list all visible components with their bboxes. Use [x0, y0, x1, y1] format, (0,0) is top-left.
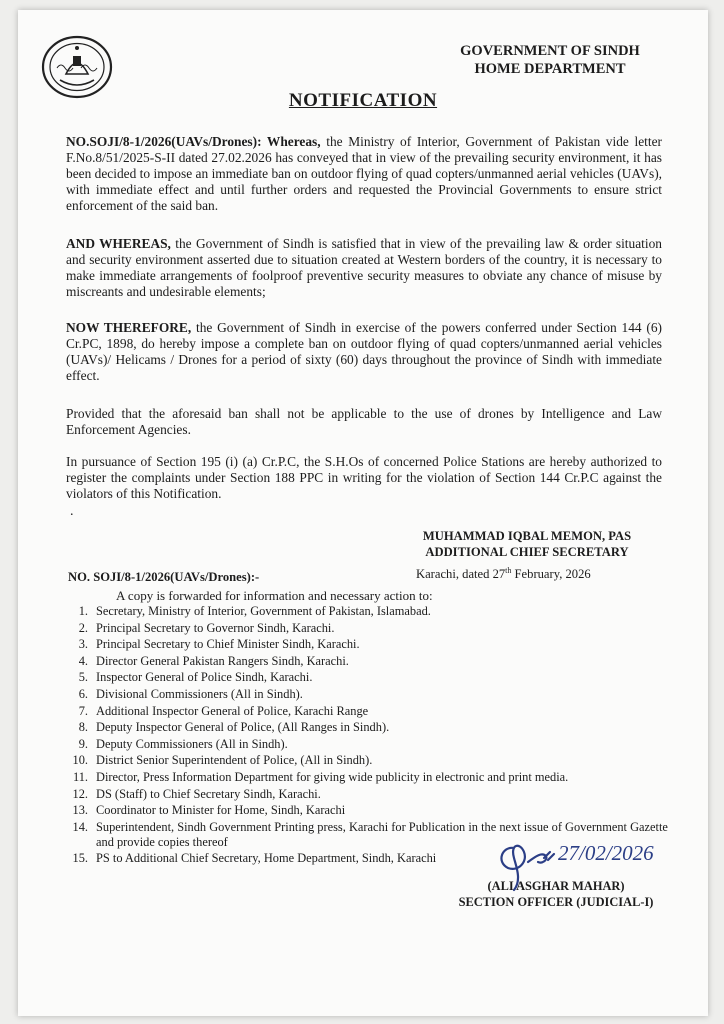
paragraph-pursuance: In pursuance of Section 195 (i) (a) Cr.P.C, the S.H.Os of concerned Police Stations are hereby authorized to register the complaints under Section 188 PPC in writing for the violation of Section 144 Cr.P.C against the violators of this Notification. — [66, 454, 662, 501]
list-item — [60, 753, 680, 768]
issuing-authority — [410, 42, 690, 78]
list-item-text: DS (Staff) to Chief Secretary Sindh, Karachi. — [96, 786, 321, 801]
list-item-number: 9. — [78, 736, 88, 751]
signatory-designation: ADDITIONAL CHIEF SECRETARY — [425, 545, 629, 559]
list-item-number: 1. — [78, 604, 88, 618]
list-item-text: District Senior Superintendent of Police, (All in Sindh). — [96, 753, 373, 768]
place-and-date — [416, 566, 591, 582]
paragraph-whereas-body: the Ministry of Interior, Government of Pakistan vide letter F.No.8/51/2025-S-II dated 27.02.2026 has conveyed that in view of the prevailing security environment, it has been decided to impose an immediate ban on outdoor flying of quad copters/unmanned aerial vehicles (UAVs), with immediate effect and until further orders and requested the Provincial Governments to ensure strict enforcement of the said ban. — [66, 134, 663, 213]
page-title: NOTIFICATION — [288, 90, 438, 111]
list-item — [60, 604, 680, 619]
paragraph-and-whereas — [66, 236, 662, 300]
list-item — [60, 687, 680, 702]
list-item-number: 10. — [72, 753, 88, 768]
paragraph-now-therefore — [66, 320, 662, 384]
list-item — [60, 803, 680, 818]
list-item-number: 13. — [72, 803, 88, 818]
list-item-number: 3. — [78, 637, 88, 652]
signature-date: 27/02/2026 — [558, 841, 654, 865]
copy-reference-number: NO. SOJI/8-1/2026(UAVs/Drones):- — [68, 570, 260, 584]
list-item-text: Director, Press Information Department for giving wide publicity in electronic and print media. — [96, 769, 569, 784]
list-item-number: 2. — [78, 620, 88, 635]
list-item-number: 14. — [72, 819, 88, 834]
list-item-text: Secretary, Ministry of Interior, Government of Pakistan, Islamabad. — [96, 604, 431, 618]
list-item — [60, 670, 680, 685]
place-date-superscript: th — [505, 566, 512, 575]
paragraph-now-therefore-body: the Government of Sindh in exercise of the powers conferred under Section 144 (6) Cr.PC, 1898, do hereby impose a complete ban on outdoor flying of quad copters/unmanned aerial vehicles (UAVs)/ Helicams / Drones for a period of sixty (60) days throughout the province of Sindh with immediate effect. — [66, 320, 662, 383]
paragraph-proviso: Provided that the aforesaid ban shall not be applicable to the use of drones by Intelligence and Law Enforcement Agencies. — [66, 406, 662, 437]
list-item-number: 15. — [72, 851, 88, 866]
forward-line: A copy is forwarded for information and necessary action to: — [116, 588, 433, 603]
list-item — [60, 637, 680, 652]
paragraph-whereas — [66, 134, 662, 214]
list-item-text: Additional Inspector General of Police, Karachi Range — [96, 703, 369, 718]
list-item-number: 12. — [72, 786, 88, 801]
section-officer-designation: SECTION OFFICER (JUDICIAL-I) — [458, 895, 654, 909]
list-item — [60, 737, 680, 752]
list-item — [60, 704, 680, 719]
list-item-number: 6. — [78, 686, 88, 701]
list-item-text: Principal Secretary to Governor Sindh, Karachi. — [96, 620, 335, 635]
stray-mark: . — [70, 504, 74, 519]
list-item — [60, 720, 680, 735]
signatory-name: MUHAMMAD IQBAL MEMON, PAS — [422, 529, 632, 543]
list-item-number: 5. — [78, 670, 88, 685]
list-item-number: 4. — [78, 653, 88, 668]
department-name: HOME DEPARTMENT — [474, 61, 626, 77]
signatory-block — [392, 528, 662, 560]
list-item — [60, 787, 680, 802]
list-item-number: 8. — [78, 720, 88, 735]
paragraph-now-therefore-lead: NOW THEREFORE, — [66, 320, 192, 335]
list-item — [60, 770, 680, 785]
paragraph-and-whereas-lead: AND WHEREAS, — [66, 236, 171, 251]
list-item — [60, 654, 680, 669]
list-item-text: Deputy Commissioners (All in Sindh). — [96, 736, 288, 751]
government-name: GOVERNMENT OF SINDH — [460, 43, 640, 59]
list-item-text: Coordinator to Minister for Home, Sindh, Karachi — [96, 803, 346, 818]
list-item-text: Superintendent, Sindh Government Printing press, Karachi for Publication in the next issue of Government Gazette and provide copies thereof — [96, 819, 668, 849]
notification-reference: NO.SOJI/8-1/2026(UAVs/Drones): Whereas, — [66, 134, 321, 149]
list-item-number: 11. — [72, 769, 88, 784]
list-item-text: PS to Additional Chief Secretary, Home Department, Sindh, Karachi — [96, 851, 437, 866]
section-officer-name: (ALI ASGHAR MAHAR) — [487, 879, 625, 893]
list-item-text: Deputy Inspector General of Police, (All Ranges in Sindh). — [96, 720, 390, 735]
list-item-text: Inspector General of Police Sindh, Karachi. — [96, 670, 313, 685]
place-date-prefix: Karachi, dated 27 — [416, 567, 506, 582]
list-item-text: Divisional Commissioners (All in Sindh). — [96, 686, 303, 701]
paragraph-and-whereas-body: the Government of Sindh is satisfied that in view of the prevailing law & order situation and security environment asserted due to situation created at Western borders of the country, it is necessary to make immediate arrangements of foolproof preventive security measures to obviate any chance of misuse by miscreants and undesirable elements; — [66, 236, 663, 299]
place-date-suffix: February, 2026 — [511, 567, 591, 582]
section-officer-block — [416, 878, 696, 910]
list-item-text: Director General Pakistan Rangers Sindh, Karachi. — [96, 653, 349, 668]
list-item-number: 7. — [78, 703, 88, 718]
list-item — [60, 621, 680, 636]
notification-page — [18, 10, 708, 1016]
list-item-text: Principal Secretary to Chief Minister Sindh, Karachi. — [96, 637, 360, 652]
